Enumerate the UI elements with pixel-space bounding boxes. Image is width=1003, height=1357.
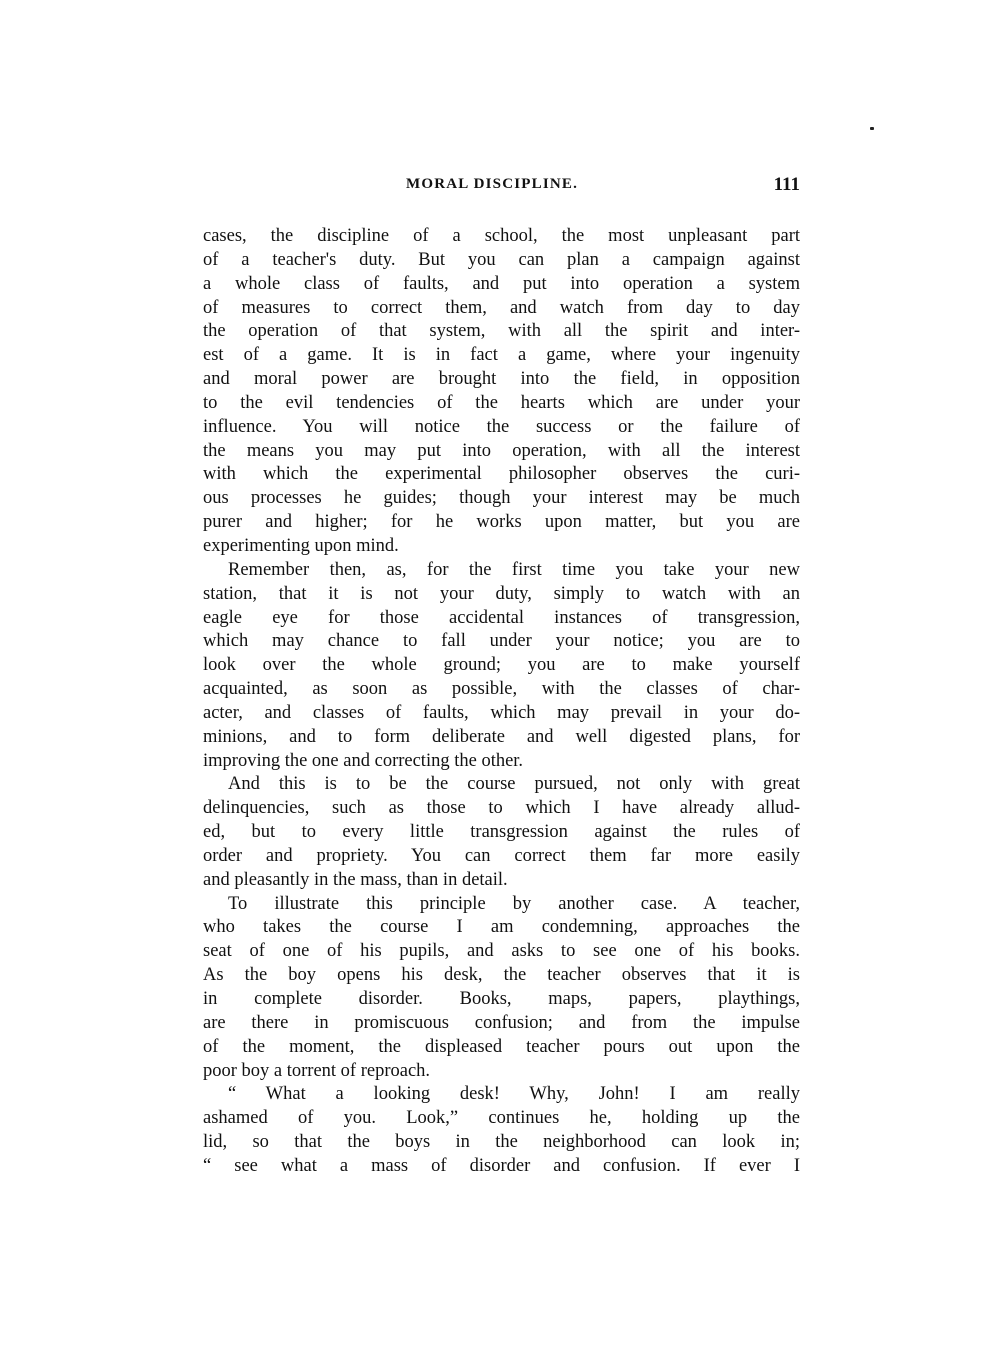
text-line: to the evil tendencies of the hearts which are under your [203,392,800,413]
text-line: poor boy a torrent of reproach. [203,1060,431,1081]
ink-speck [870,127,874,130]
paragraph-start-line: “ What a looking desk! Why, John! I am really [228,1084,800,1105]
text-line: As the boy opens his desk, the teacher observes that it is [203,965,800,986]
text-line: the operation of that system, with all the spirit and inter- [203,321,800,342]
text-line: of measures to correct them, and watch from day to day [203,297,800,318]
text-line: “ see what a mass of disorder and confusion. If ever I [203,1155,800,1176]
paragraph-start-line: And this is to be the course pursued, not only with great [228,774,800,795]
text-line: who takes the course I am condemning, approaches the [203,917,800,938]
text-line: cases, the discipline of a school, the most unpleasant part [203,226,800,246]
text-line: delinquencies, such as those to which I have already allud- [203,798,800,819]
text-line: ashamed of you. Look,” continues he, holding up the [203,1108,800,1129]
paragraph-start-line: To illustrate this principle by another case. A teacher, [228,893,800,914]
text-line: improving the one and correcting the other. [203,750,524,771]
text-line: experimenting upon mind. [203,535,399,556]
text-line: est of a game. It is in fact a game, where your ingenuity [203,345,800,366]
text-line: in complete disorder. Books, maps, papers, playthings, [203,989,800,1009]
text-line: eagle eye for those accidental instances of transgression, [203,607,800,628]
running-head [203,174,800,200]
page-number: 111 [773,174,800,195]
text-line: minions, and to form deliberate and well digested plans, for [203,726,800,747]
text-line: ed, but to every little transgression against the rules of [203,822,800,843]
text-line: order and propriety. You can correct them far more easily [203,845,800,866]
text-line: influence. You will notice the success or the failure of [203,416,800,437]
text-line: of a teacher's duty. But you can plan a campaign against [203,249,800,270]
text-line: ous processes he guides; though your interest may be much [203,488,800,509]
text-line: are there in promiscuous confusion; and from the impulse [203,1012,800,1033]
text-line: purer and higher; for he works upon matter, but you are [203,512,800,533]
text-line: station, that it is not your duty, simply to watch with an [203,583,800,604]
text-line: acter, and classes of faults, which may prevail in your do- [203,702,800,723]
text-line: acquainted, as soon as possible, with the classes of char- [203,679,800,700]
text-line: lid, so that the boys in the neighborhood can look in; [203,1132,800,1153]
text-line: a whole class of faults, and put into operation a system [203,273,800,294]
text-line: look over the whole ground; you are to make yourself [203,655,800,676]
text-line: with which the experimental philosopher observes the curi- [203,464,800,485]
text-line: and pleasantly in the mass, than in detail. [203,869,508,890]
text-line: which may chance to fall under your notice; you are to [203,631,800,652]
running-title: MORAL DISCIPLINE. [406,176,579,192]
body-text [203,225,800,1179]
text-line: of the moment, the displeased teacher pours out upon the [203,1036,800,1057]
text-line: seat of one of his pupils, and asks to see one of his books. [203,941,800,962]
text-line: and moral power are brought into the field, in opposition [203,369,800,390]
text-line: the means you may put into operation, with all the interest [203,440,800,461]
paragraph-start-line: Remember then, as, for the first time you take your new [228,559,800,580]
